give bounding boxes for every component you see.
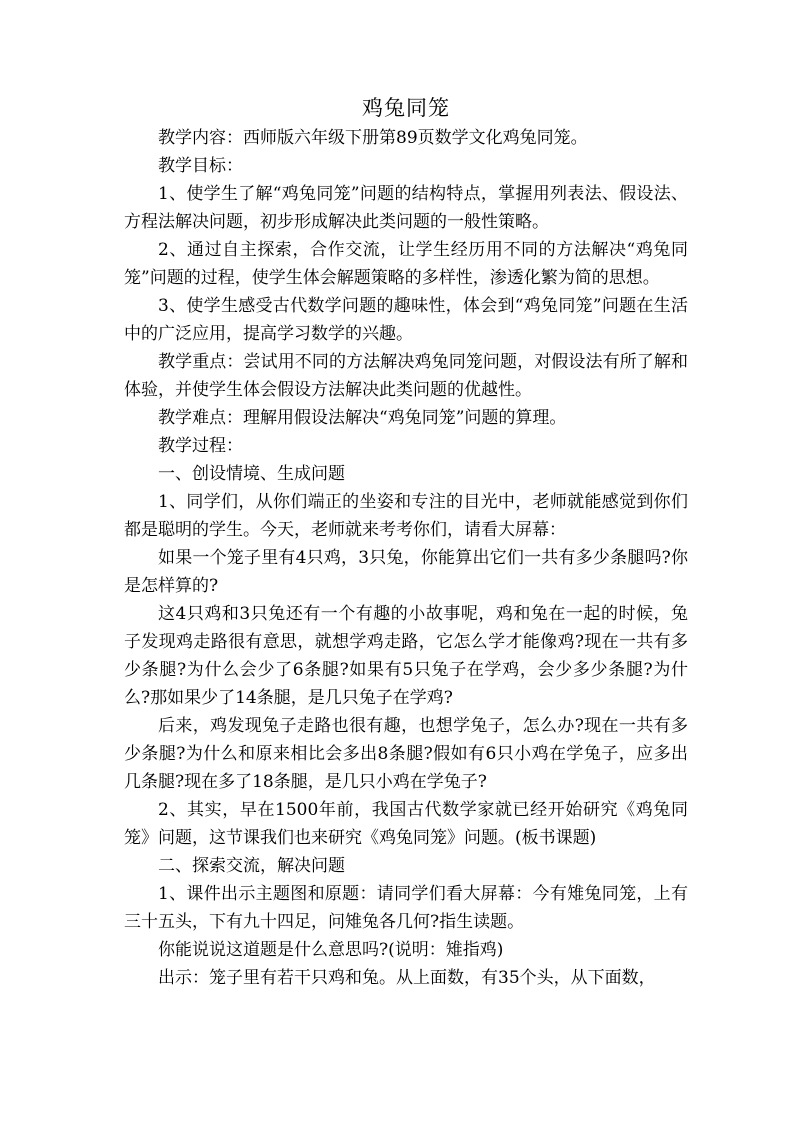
paragraph-difficulty: 教学难点：理解用假设法解决“鸡兔同笼”问题的算理。	[158, 408, 567, 428]
paragraph-teaching-content: 教学内容：西师版六年级下册第89页数学文化鸡兔同笼。	[158, 128, 588, 148]
paragraph-story-chicken: 后来，鸡发现兔子走路也很有趣，也想学兔子，怎么办?现在一共有多少条腿?为什么和原来相比会多出8条腿?假如有6只小鸡在学兔子，应多出几条腿?现在多了18条腿，是几只小鸡在学兔子?	[124, 716, 688, 792]
paragraph-show: 出示：笼子里有若干只鸡和兔。从上面数，有35个头，从下面数，	[158, 968, 656, 988]
paragraph-key-point: 教学重点：尝试用不同的方法解决鸡兔同笼问题，对假设法有所了解和体验，并使学生体会假设方法解决此类问题的优越性。	[124, 352, 688, 400]
paragraph-process-heading: 教学过程：	[158, 436, 243, 456]
document-page	[124, 92, 688, 992]
paragraph-story-rabbit: 这4只鸡和3只兔还有一个有趣的小故事呢，鸡和兔在一起的时候，兔子发现鸡走路很有意思，就想学鸡走路，它怎么学才能像鸡?现在一共有多少条腿?为什么会少了6条腿?如果有5只兔子在学鸡，会少多少条腿?为什么?那如果少了14条腿，是几只兔子在学鸡?	[124, 604, 688, 708]
paragraph-original-problem: 1、课件出示主题图和原题：请同学们看大屏幕：今有雉兔同笼，上有三十五头，下有九十四足，问雉兔各几何?指生读题。	[124, 884, 688, 932]
document-title: 鸡兔同笼	[362, 96, 450, 120]
paragraph-objective-3: 3、使学生感受古代数学问题的趣味性，体会到“鸡兔同笼”问题在生活中的广泛应用，提高学习数学的兴趣。	[124, 296, 688, 344]
paragraph-objectives-heading: 教学目标：	[158, 156, 243, 176]
section-heading-2: 二、探索交流，解决问题	[158, 856, 345, 876]
paragraph-objective-2: 2、通过自主探索，合作交流，让学生经历用不同的方法解决“鸡兔同笼”问题的过程，使学生体会解题策略的多样性，渗透化繁为简的思想。	[124, 240, 688, 288]
paragraph-explain: 你能说说这道题是什么意思吗?(说明：雉指鸡)	[158, 940, 504, 960]
paragraph-history: 2、其实，早在1500年前，我国古代数学家就已经开始研究《鸡兔同笼》问题，这节课我们也来研究《鸡兔同笼》问题。(板书课题)	[124, 800, 688, 848]
paragraph-intro: 1、同学们，从你们端正的坐姿和专注的目光中，老师就能感觉到你们都是聪明的学生。今天，老师就来考考你们，请看大屏幕：	[124, 492, 688, 540]
section-heading-1: 一、创设情境、生成问题	[158, 464, 345, 484]
paragraph-question: 如果一个笼子里有4只鸡，3只兔，你能算出它们一共有多少条腿吗?你是怎样算的?	[124, 548, 688, 596]
paragraph-objective-1: 1、使学生了解“鸡兔同笼”问题的结构特点，掌握用列表法、假设法、方程法解决问题，初步形成解决此类问题的一般性策略。	[124, 184, 688, 232]
